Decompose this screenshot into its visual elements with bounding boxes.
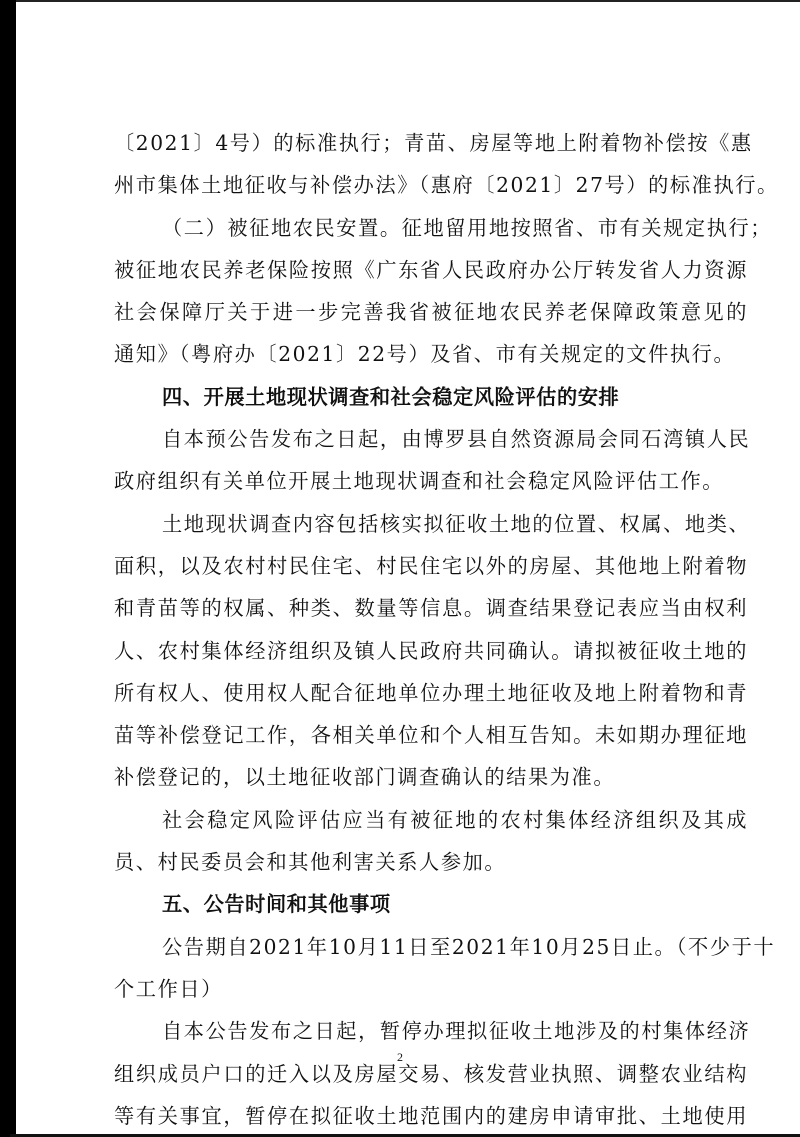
body-text-line: 和青苗等的权属、种类、数量等信息。调查结果登记表应当由权利 [114,596,748,621]
body-text-line: 员、村民委员会和其他利害关系人参加。 [114,850,507,875]
body-text-line: 通知》（粤府办〔2021〕22号）及省、市有关规定的文件执行。 [114,342,736,367]
body-text-line: 组织成员户口的迁入以及房屋交易、核发营业执照、调整农业结构 [114,1061,748,1086]
body-text-line: 等有关事宜，暂停在拟征收土地范围内的建房申请审批、土地使用 [114,1103,748,1128]
body-text-line: 面积，以及农村村民住宅、村民住宅以外的房屋、其他地上附着物 [114,553,748,578]
page-number: 2 [397,1050,403,1064]
section-heading-5: 五、公告时间和其他事项 [162,892,391,917]
paragraph-risk-assessment: 社会稳定风险评估应当有被征地的农村集体经济组织及其成 [162,807,748,832]
body-text-line: 被征地农民养老保险按照《广东省人民政府办公厅转发省人力资源 [114,257,748,282]
body-text-line: 政府组织有关单位开展土地现状调查和社会稳定风险评估工作。 [114,469,725,494]
body-text-line: 所有权人、使用权人配合征地单位办理土地征收及地上附着物和青 [114,680,748,705]
paragraph-survey-start: 自本预公告发布之日起，由博罗县自然资源局会同石湾镇人民 [162,427,751,452]
scan-border-left [0,0,16,1137]
paragraph-suspension: 自本公告发布之日起，暂停办理拟征收土地涉及的村集体经济 [162,1019,751,1044]
body-text-line: 〔2021〕4号）的标准执行；青苗、房屋等地上附着物补偿按《惠 [114,131,753,155]
paragraph-notice-period: 公告期自2021年10月11日至2021年10月25日止。（不少于十 [162,934,776,959]
scan-border-top [16,0,800,2]
body-text-line: 补偿登记的，以土地征收部门调查确认的结果为准。 [114,765,616,790]
body-text-line: 个工作日） [114,976,223,1001]
body-text-line: 人、农村集体经济组织及镇人民政府共同确认。请拟被征收土地的 [114,638,748,663]
paragraph-survey-content: 土地现状调查内容包括核实拟征收土地的位置、权属、地类、 [162,511,751,536]
body-text-line: 苗等补偿登记工作，各相关单位和个人相互告知。未如期办理征地 [114,723,748,748]
paragraph-resettlement: （二）被征地农民安置。征地留用地按照省、市有关规定执行； [162,215,773,240]
section-heading-4: 四、开展土地现状调查和社会稳定风险评估的安排 [162,384,620,409]
document-body [114,122,779,1137]
body-text-line: 社会保障厅关于进一步完善我省被征地农民养老保障政策意见的 [114,300,748,325]
body-text-line: 州市集体土地征收与补偿办法》（惠府〔2021〕27号）的标准执行。 [114,173,779,198]
